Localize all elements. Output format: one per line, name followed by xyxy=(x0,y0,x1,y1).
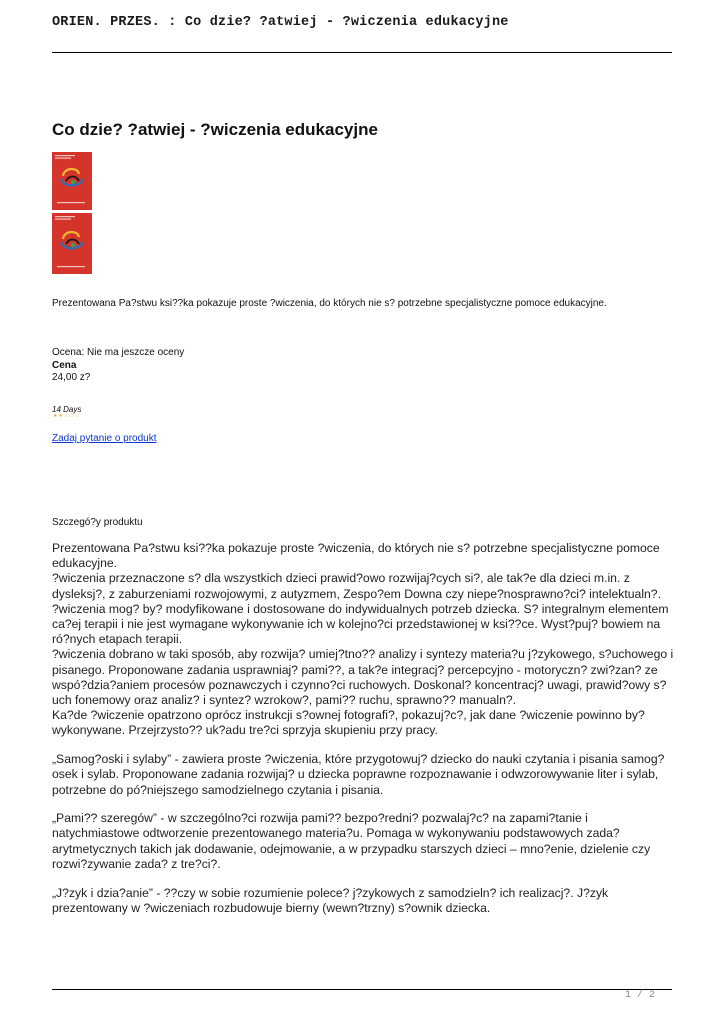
book-cover-image xyxy=(52,213,92,274)
rating-stars-icon: ★★☆☆☆ xyxy=(53,413,81,419)
book-cover-image xyxy=(52,152,92,210)
description-paragraph: „J?zyk i dzia?anie” - ??czy w sobie rozumienie polece? j?zykowych z samodzieln? ich realizacj?. J?zyk prezentowany w ?wiczeniach rozbudowuje bierny (wewn?trzny) s?ownik dziecka. xyxy=(52,885,609,915)
description-paragraph: „Pami?? szeregów” - w szczególno?ci rozwija pami?? bezpo?redni? pozwalaj?c? na zapami?tanie i natychmiastowe odtworzenie prezentowanego materia?u. Pomaga w wykonywaniu podstawowych zada? arytmetycznych takich jak dodawanie, odejmowanie, a w przypadku starszych dzieci – mno?enie, dzielenie czy rozwi?zywanie zada? z tre?ci?. xyxy=(52,811,651,871)
book-cover-thumbnail[interactable] xyxy=(52,152,92,210)
page-indicator: 1 / 2 xyxy=(625,990,656,1001)
ask-question-link[interactable]: Zadaj pytanie o produkt xyxy=(52,433,157,444)
product-intro: Prezentowana Pa?stwu ksi??ka pokazuje proste ?wiczenia, do których nie s? potrzebne specjalistyczne pomoce edukacyjne. xyxy=(52,298,607,309)
description-line: Prezentowana Pa?stwu ksi??ka pokazuje proste ?wiczenia, do których nie s? potrzebne specjalistyczne pomoce edukacyjne. xyxy=(52,541,660,571)
description-line: Ka?de ?wiczenie opatrzono oprócz instrukcji s?ownej fotografi?, pokazuj?c?, jak dane ?wiczenie powinno by? wykonywane. Przejrzysto?? uk?adu tre?ci sprzyja skupieniu przy pracy. xyxy=(52,708,645,738)
description-paragraph xyxy=(52,541,677,739)
document-header-title: ORIEN. PRZES. : Co dzie? ?atwiej - ?wiczenia edukacyjne xyxy=(52,15,509,30)
days-badge: 14 Days xyxy=(52,405,82,414)
price-value: 24,00 z? xyxy=(52,372,91,383)
description-line: ?wiczenia mog? by? modyfikowane i dostosowane do indywidualnych potrzeb dziecka. S? integralnym elementem ca?ej terapii i nie jest wymagane wykonywanie ich w kolejno?ci przedstawionej w ksi??ce. Wyst?puj? bowiem na ró?nych etapach terapii. xyxy=(52,601,669,647)
price-label: Cena xyxy=(52,360,77,371)
rating-text: Ocena: Nie ma jeszcze oceny xyxy=(52,347,185,358)
description-line: ?wiczenia dobrano w taki sposób, aby rozwija? umiej?tno?? analizy i syntezy materia?u j?zykowego, s?uchowego i pisanego. Proponowane zadania usprawniaj? pami??, a tak?e integracj? percepcyjno - motoryczn? zwi?zan? ze wspó?dzia?aniem procesów poznawczych i czynno?ci ruchowych. Doskonal? koncentracj? uwagi, prawid?owy s?uch fonemowy oraz analiz? i syntez? wzrokow?, pami?? ruchu, sprawno?? manualn?. xyxy=(52,647,674,708)
book-cover-thumbnail-large[interactable] xyxy=(52,213,92,271)
footer-divider xyxy=(52,989,672,990)
product-title: Co dzie? ?atwiej - ?wiczenia edukacyjne xyxy=(52,120,378,139)
description-paragraph: „Samog?oski i sylaby” - zawiera proste ?wiczenia, które przygotowuj? dziecko do nauki czytania i pisania samog?osek i sylab. Proponowane zadania rozwijaj? u dziecka poprawne rozpoznawanie i odwzorowywanie liter i sylab, potrzebne do pó?niejszego samodzielnego czytania i pisania. xyxy=(52,752,665,797)
header-divider xyxy=(52,52,672,53)
product-description xyxy=(52,541,677,929)
product-details-label: Szczegó?y produktu xyxy=(52,517,143,528)
description-line: ?wiczenia przeznaczone s? dla wszystkich dzieci prawid?owo rozwijaj?cych si?, ale tak?e dla dzieci m.in. z dysleksj?, z zaburzeniami rozwojowymi, z autyzmem, Zespo?em Downa czy niepe?nosprawno?ci? intelektualn?. xyxy=(52,571,661,601)
